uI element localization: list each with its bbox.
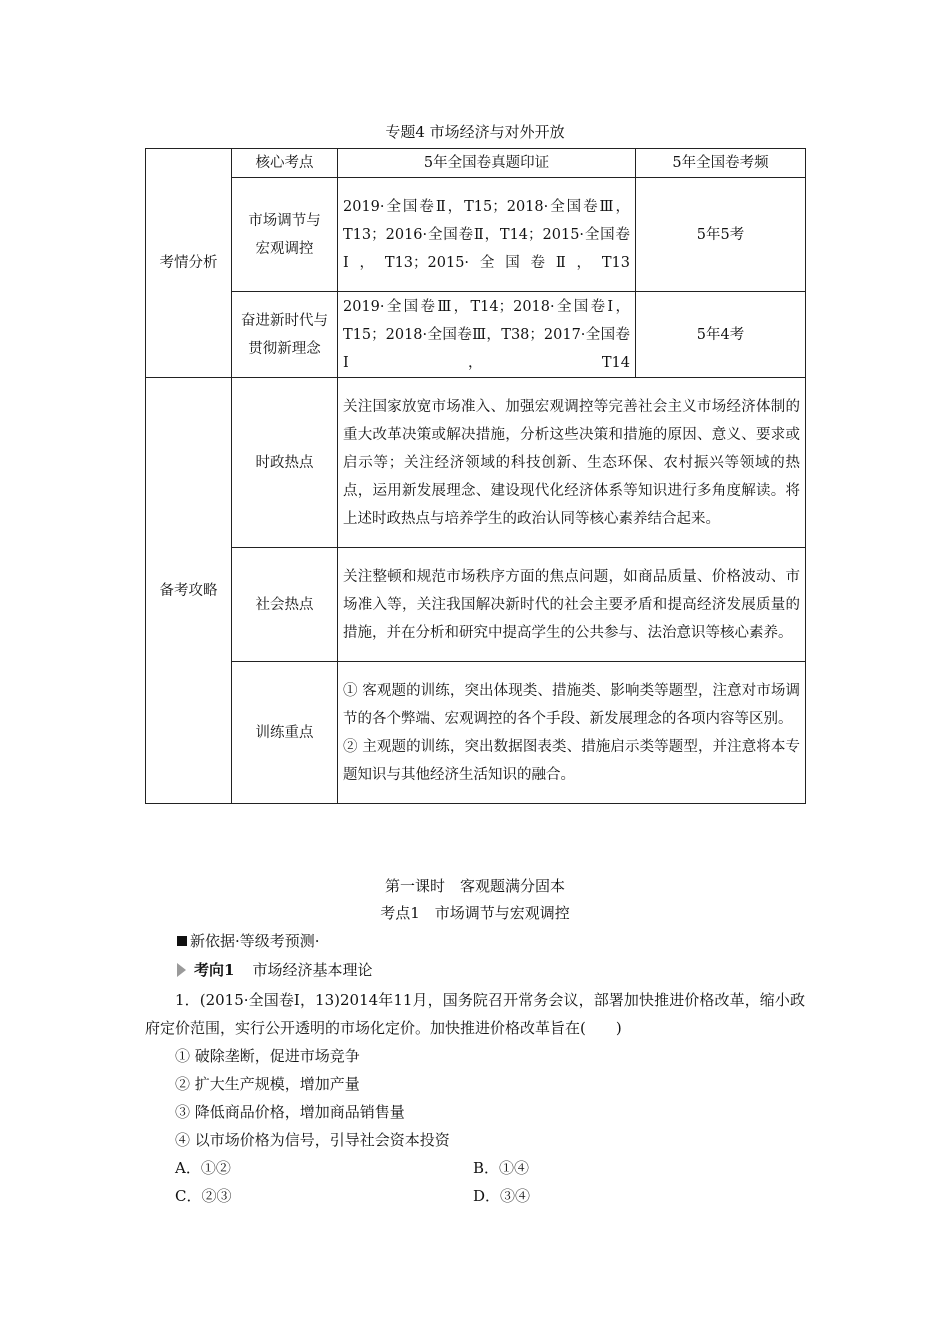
exam-analysis-table xyxy=(145,148,806,804)
label-training-focus: 训练重点 xyxy=(232,662,338,804)
statement-4: ④ 以市场价格为信号，引导社会资本投资 xyxy=(175,1131,450,1149)
lesson-title: 第一课时 客观题满分固本 xyxy=(384,877,565,895)
point-new-era: 奋进新时代与贯彻新理念 xyxy=(232,292,338,378)
kaoxiang-heading xyxy=(177,960,372,980)
content-social-hotspots: 关注整顿和规范市场秩序方面的焦点问题，如商品质量、价格波动、市场准入等，关注我国解决新时代的社会主要矛盾和提高经济发展质量的措施，并在分析和研究中提高学生的公共参与、法治意识等核心素养。 xyxy=(338,548,806,662)
content-current-affairs: 关注国家放宽市场准入、加强宏观调控等完善社会主义市场经济体制的重大改革决策或解决措施，分析这些决策和措施的原因、意义、要求或启示等；关注经济领域的科技创新、生态环保、农村振兴等领域的热点，运用新发展理念、建设现代化经济体系等知识进行多角度解读。将上述时政热点与培养学生的政治认同等核心素养结合起来。 xyxy=(338,378,806,548)
statement-3: ③ 降低商品价格，增加商品销售量 xyxy=(175,1103,405,1121)
column-header-evidence: 5年全国卷真题印证 xyxy=(338,149,636,178)
question-stem: 1．(2015·全国卷Ⅰ，13)2014年11月，国务院召开常务会议，部署加快推进价格改革，缩小政府定价范围，实行公开透明的市场化定价。加快推进价格改革旨在( ) xyxy=(145,991,805,1037)
option-d: D．③④ xyxy=(473,1187,531,1205)
group-label-analysis: 考情分析 xyxy=(146,149,232,378)
evidence-new-era: 2019·全国卷Ⅲ，T14；2018·全国卷Ⅰ，T15；2018·全国卷Ⅲ，T38；2017·全国卷Ⅰ，T14 xyxy=(338,292,636,378)
statement-1: ① 破除垄断，促进市场竞争 xyxy=(175,1047,360,1065)
section-heading-text: 新依据·等级考预测· xyxy=(190,932,320,950)
frequency-market-regulation: 5年5考 xyxy=(636,178,806,292)
label-current-affairs: 时政热点 xyxy=(232,378,338,548)
square-bullet-icon xyxy=(177,936,187,946)
topic-title: 专题4 市场经济与对外开放 xyxy=(385,123,565,141)
kaodian-title: 考点1 市场调节与宏观调控 xyxy=(380,904,570,922)
option-c: C．②③ xyxy=(175,1187,232,1205)
training-focus-subjective: ② 主观题的训练，突出数据图表类、措施启示类等题型，并注意将本专题知识与其他经济生活知识的融合。 xyxy=(343,738,800,783)
frequency-new-era: 5年4考 xyxy=(636,292,806,378)
kaoxiang-text: 市场经济基本理论 xyxy=(252,961,373,979)
section-heading xyxy=(177,931,320,951)
statement-2: ② 扩大生产规模，增加产量 xyxy=(175,1075,360,1093)
option-a: A．①② xyxy=(175,1159,231,1177)
group-label-strategy: 备考攻略 xyxy=(146,378,232,804)
kaoxiang-label: 考向1 xyxy=(194,961,235,979)
point-market-regulation: 市场调节与宏观调控 xyxy=(232,178,338,292)
column-header-frequency: 5年全国卷考频 xyxy=(636,149,806,178)
triangle-marker-icon xyxy=(177,963,186,977)
option-b: B．①④ xyxy=(473,1159,530,1177)
training-focus-objective: ① 客观题的训练，突出体现类、措施类、影响类等题型，注意对市场调节的各个弊端、宏观调控的各个手段、新发展理念的各项内容等区别。 xyxy=(343,682,800,727)
label-social-hotspots: 社会热点 xyxy=(232,548,338,662)
content-training-focus xyxy=(338,662,806,804)
evidence-market-regulation: 2019·全国卷Ⅱ，T15；2018·全国卷Ⅲ，T13；2016·全国卷Ⅱ，T14；2015·全国卷Ⅰ，T13；2015·全国卷Ⅱ，T13 xyxy=(338,178,636,292)
column-header-point: 核心考点 xyxy=(232,149,338,178)
